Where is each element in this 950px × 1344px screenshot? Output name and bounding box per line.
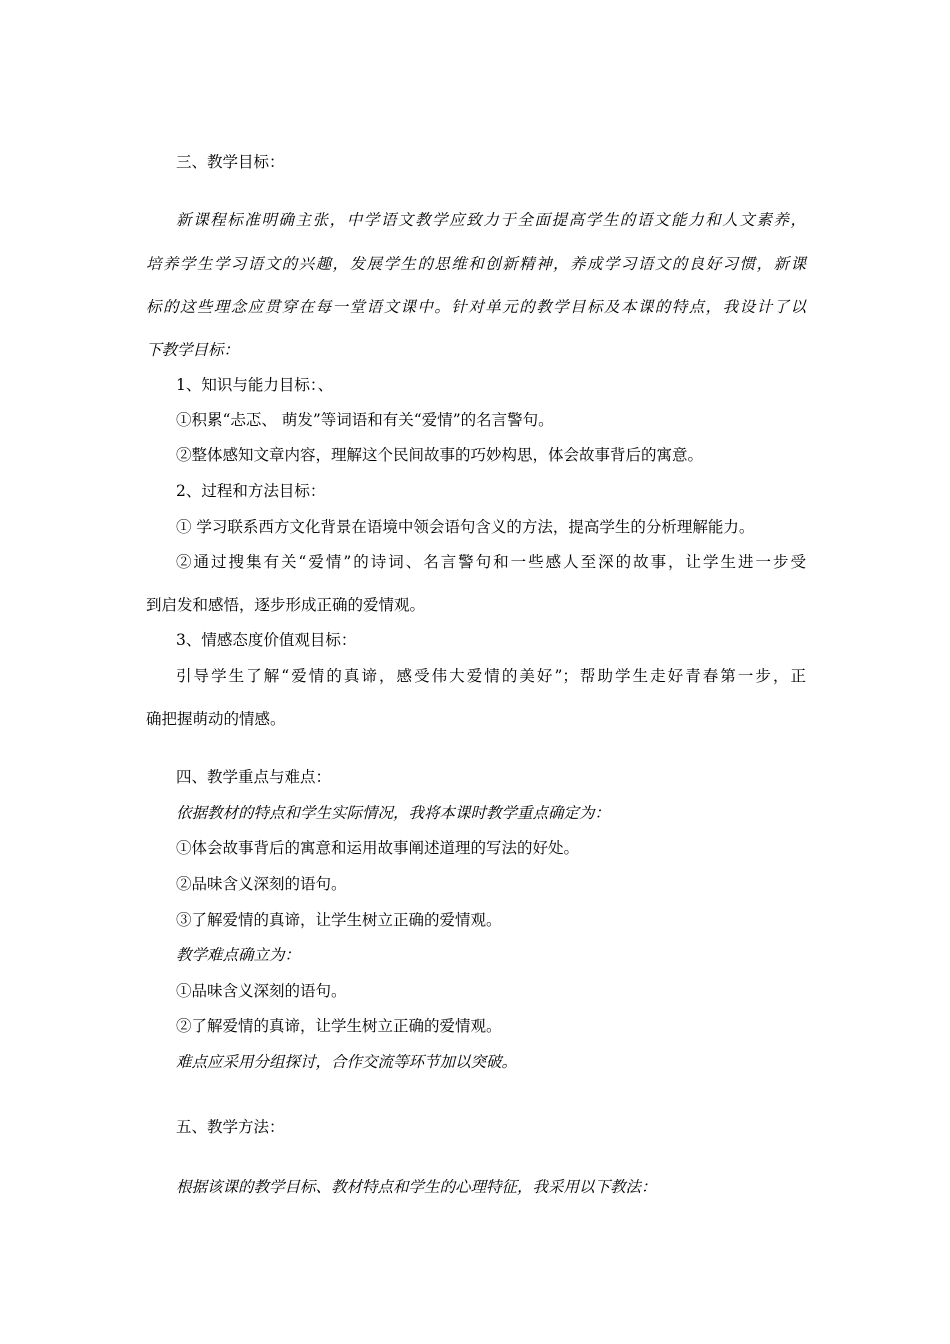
key-points-intro: 依据教材的特点和学生实际情况，我将本课时教学重点确定为： bbox=[176, 804, 611, 822]
difficulty-1: ①品味含义深刻的语句。 bbox=[176, 982, 347, 1000]
goals-intro-line-1: 新课程标准明确主张，中学语文教学应致力于全面提高学生的语文能力和人文素养， bbox=[176, 211, 806, 229]
goal-2-title: 2、过程和方法目标： bbox=[176, 482, 326, 500]
methods-intro: 根据该课的教学目标、教材特点和学生的心理特征，我采用以下教法： bbox=[176, 1178, 657, 1196]
key-point-3: ③了解爱情的真谛，让学生树立正确的爱情观。 bbox=[176, 911, 502, 929]
section-heading-key-points: 四、教学重点与难点： bbox=[176, 768, 332, 786]
goals-intro-line-4: 下教学目标： bbox=[146, 341, 240, 359]
goal-1-item-2: ②整体感知文章内容，理解这个民间故事的巧妙构思，体会故事背后的寓意。 bbox=[176, 446, 704, 464]
key-point-2: ②品味含义深刻的语句。 bbox=[176, 875, 347, 893]
goal-2-item-2-line-2: 到启发和感悟，逐步形成正确的爱情观。 bbox=[146, 596, 426, 614]
goals-intro-line-2: 培养学生学习语文的兴趣，发展学生的思维和创新精神，养成学习语文的良好习惯，新课 bbox=[146, 255, 806, 273]
key-point-1: ①体会故事背后的寓意和运用故事阐述道理的写法的好处。 bbox=[176, 839, 580, 857]
goal-1-title: 1、知识与能力目标：、 bbox=[176, 376, 334, 394]
goals-intro-line-3: 标的这些理念应贯穿在每一堂语文课中。针对单元的教学目标及本课的特点，我设计了以 bbox=[146, 298, 806, 316]
goal-2-item-2-line-1: ②通过搜集有关“爱情”的诗词、名言警句和一些感人至深的故事，让学生进一步受 bbox=[176, 553, 806, 571]
goal-3-text-line-2: 确把握萌动的情感。 bbox=[146, 710, 286, 728]
section-heading-methods: 五、教学方法： bbox=[176, 1118, 285, 1136]
goal-2-item-1: ① 学习联系西方文化背景在语境中领会语句含义的方法，提高学生的分析理解能力。 bbox=[176, 518, 755, 536]
goal-3-text-line-1: 引导学生了解“爱情的真谛，感受伟大爱情的美好”；帮助学生走好青春第一步，正 bbox=[176, 667, 806, 685]
section-heading-goals: 三、教学目标： bbox=[176, 153, 285, 171]
goal-1-item-1: ①积累“忐忑、 萌发”等词语和有关“爱情”的名言警句。 bbox=[176, 411, 554, 429]
goal-3-title: 3、情感态度价值观目标： bbox=[176, 631, 357, 649]
difficulty-2: ②了解爱情的真谛，让学生树立正确的爱情观。 bbox=[176, 1017, 502, 1035]
difficulty-note: 难点应采用分组探讨，合作交流等环节加以突破。 bbox=[176, 1053, 518, 1071]
difficulty-intro: 教学难点确立为： bbox=[176, 946, 301, 964]
